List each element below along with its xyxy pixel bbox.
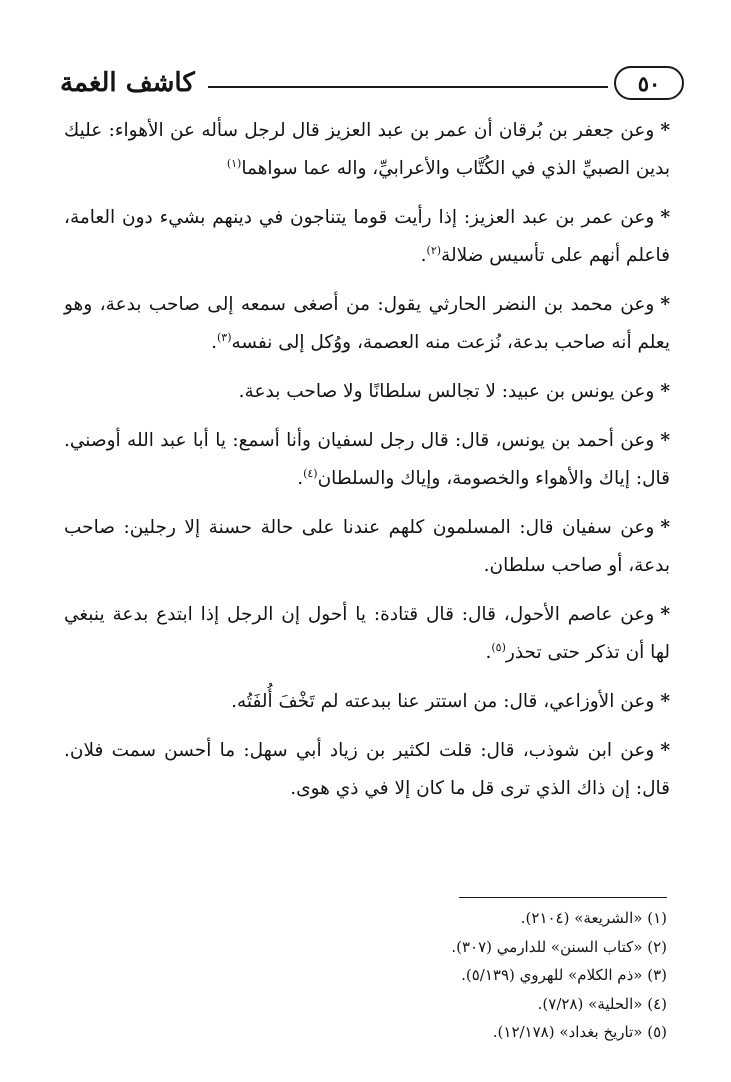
footnotes [61, 904, 667, 1047]
paragraph-text: وعن عاصم الأحول، قال: قال قتادة: يا أحول إن الرجل إذا ابتدع بدعة ينبغي لها أن تذكر حتى تحذر [64, 604, 670, 663]
star-marker: * [660, 120, 670, 141]
footnote: (٤) «الحلية» (٧/٢٨). [537, 994, 667, 1013]
footnote: (٢) «كتاب السنن» للدارمي (٣٠٧). [451, 937, 667, 956]
page-header [60, 66, 684, 106]
paragraph [64, 732, 670, 808]
paragraph-text: وعن محمد بن النضر الحارثي يقول: من أصغى سمعه إلى صاحب بدعة، وهو يعلم أنه صاحب بدعة، نُزعت منه العصمة، ووُكل إلى نفسه [64, 294, 670, 353]
paragraph-end: . [485, 642, 492, 663]
star-marker: * [660, 691, 670, 712]
paragraph [64, 373, 670, 411]
header-rule [208, 86, 608, 88]
paragraph-end: . [297, 468, 304, 489]
paragraph-text: وعن الأوزاعي، قال: من استتر عنا ببدعته لم تَخْفَ أُلفَتُه. [231, 691, 655, 712]
paragraph [64, 596, 670, 672]
star-marker: * [660, 604, 670, 625]
paragraph-text: وعن جعفر بن بُرقان أن عمر بن عبد العزيز قال لرجل سأله عن الأهواء: عليك بدين الصبيِّ الذي في الكُتَّاب والأعرابيِّ، واله عما سواهما [64, 120, 670, 179]
footnote-ref: (٢) [426, 243, 442, 257]
paragraph-text: وعن أحمد بن يونس، قال: قال رجل لسفيان وأنا أسمع: يا أبا عبد الله أوصني. قال: إياك والأهواء والخصومة، وإياك والسلطان [64, 430, 670, 489]
paragraph-text: وعن سفيان قال: المسلمون كلهم عندنا على حالة حسنة إلا رجلين: صاحب بدعة، أو صاحب سلطان. [64, 517, 670, 576]
paragraph-text: وعن يونس بن عبيد: لا تجالس سلطانًا ولا صاحب بدعة. [238, 381, 655, 402]
star-marker: * [660, 430, 670, 451]
star-marker: * [660, 294, 670, 315]
star-marker: * [660, 517, 670, 538]
footnote: (٥) «تاريخ بغداد» (١٢/١٧٨). [492, 1023, 667, 1041]
star-marker: * [660, 381, 670, 402]
paragraph-text: وعن ابن شوذب، قال: قلت لكثير بن زياد أبي سهل: ما أحسن سمت فلان. قال: إن ذاك الذي ترى قل ما كان إلا في ذي هوى. [64, 740, 670, 799]
paragraph [64, 683, 670, 721]
paragraph [64, 509, 670, 585]
footnote-ref: (٤) [303, 466, 318, 480]
footnote: (١) «الشريعة» (٢١٠٤). [520, 909, 667, 927]
paragraph [64, 199, 670, 275]
page-number: ٥٠ [614, 66, 684, 100]
paragraph [64, 422, 670, 498]
book-title: كاشف الغمة [60, 68, 195, 98]
star-marker: * [660, 207, 670, 228]
main-text [64, 112, 670, 819]
footnote-ref: (٣) [216, 330, 232, 344]
footnote-ref: (٥) [491, 640, 506, 654]
star-marker: * [660, 740, 670, 761]
paragraph-end: . [420, 245, 427, 266]
paragraph [64, 112, 670, 188]
footnote-separator [459, 897, 667, 898]
paragraph-text: وعن عمر بن عبد العزيز: إذا رأيت قوما يتناجون في دينهم بشيء دون العامة، فاعلم أنهم على تأسيس ضلالة [64, 207, 670, 266]
paragraph-end: . [211, 332, 217, 353]
paragraph [64, 286, 670, 362]
footnote-ref: (١) [226, 156, 242, 170]
footnote: (٣) «ذم الكلام» للهروي (٥/١٣٩). [461, 966, 667, 984]
